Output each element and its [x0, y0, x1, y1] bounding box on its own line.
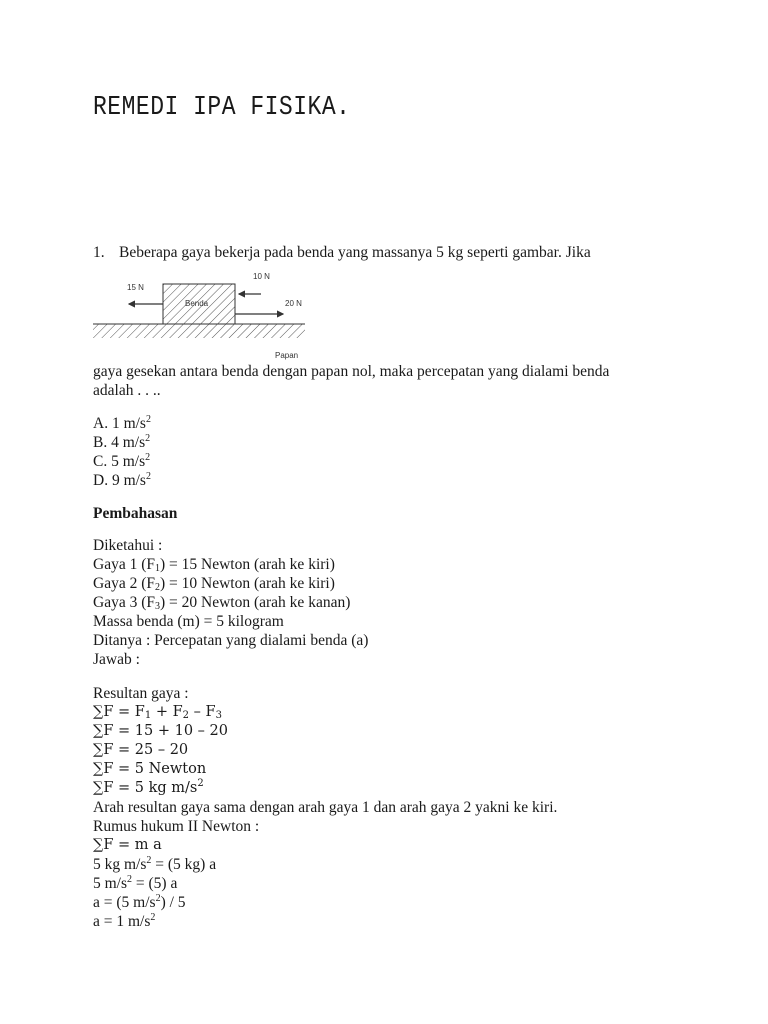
equation-1: $\sum F = F_1 + F_2 - F_3$ [93, 704, 222, 721]
question-text-line3: adalah . . .. [93, 382, 161, 399]
direction-text: Arah resultan gaya sama dengan arah gaya 1 dan arah gaya 2 yakni ke kiri. [93, 799, 558, 816]
force-top-label: 10 N [253, 272, 270, 281]
equation-8: 5 $m/s^2 = (5)$ a [93, 874, 178, 892]
law-header: Rumus hukum II Newton : [93, 818, 260, 835]
question-1-intro [93, 243, 713, 262]
resultant-header: Resultan gaya : [93, 685, 189, 702]
solution-block [93, 684, 693, 931]
option-b: B. 4 $m/s^2$ [93, 433, 151, 451]
known-block [93, 536, 368, 669]
force-left-label: 15 N [127, 283, 144, 292]
force-right-label: 20 N [285, 299, 302, 308]
force-diagram [93, 270, 313, 362]
known-f2: Gaya 2 $(F_2) = 10$ Newton (arah ke kiri) [93, 575, 335, 593]
equation-2: ∑F = 15 + 10 – 20 [93, 723, 228, 739]
known-f1: Gaya 1 $(F_1) = 15$ Newton (arah ke kiri) [93, 556, 335, 574]
surface-label: Papan [275, 351, 299, 360]
question-text-line2: gaya gesekan antara benda dengan papan nol, maka percepatan yang dialami benda [93, 363, 610, 380]
surface-hatch [93, 324, 305, 338]
equation-9: a = (5 $m/s^2) / 5$ [93, 893, 186, 911]
option-d: D. 9 $m/s^2$ [93, 471, 151, 489]
section-title: Pembahasan [93, 505, 178, 522]
option-c: C. 5 $m/s^2$ [93, 452, 151, 470]
known-answer: Jawab : [93, 651, 140, 668]
question-text-start: Beberapa gaya bekerja pada benda yang massanya 5 kg seperti gambar. Jika [119, 244, 591, 261]
page-title: REMEDI IPA FISIKA. [93, 92, 351, 122]
equation-5: ∑F = 5 kg $m/s^2$ [93, 778, 204, 796]
known-mass: Massa benda (m) = 5 kilogram [93, 613, 284, 630]
answer-options [93, 414, 151, 490]
known-asked: Ditanya : Percepatan yang dialami benda (a) [93, 632, 369, 649]
equation-4: ∑F = 5 Newton [93, 761, 207, 777]
question-number: 1. [93, 244, 105, 261]
equation-6: ∑F = m a [93, 837, 162, 853]
equation-3: ∑F = 25 – 20 [93, 742, 189, 758]
known-header: Diketahui : [93, 537, 163, 554]
equation-10: a = 1 $m/s^2$ [93, 912, 156, 930]
known-f3: Gaya 3 $(F_3) = 20$ Newton (arah ke kanan) [93, 594, 351, 612]
option-a: A. 1 $m/s^2$ [93, 414, 151, 432]
question-1-continuation [93, 362, 693, 400]
equation-7: 5 kg $m/s^2 = (5$ kg) a [93, 855, 217, 873]
block-label: Benda [185, 299, 209, 308]
